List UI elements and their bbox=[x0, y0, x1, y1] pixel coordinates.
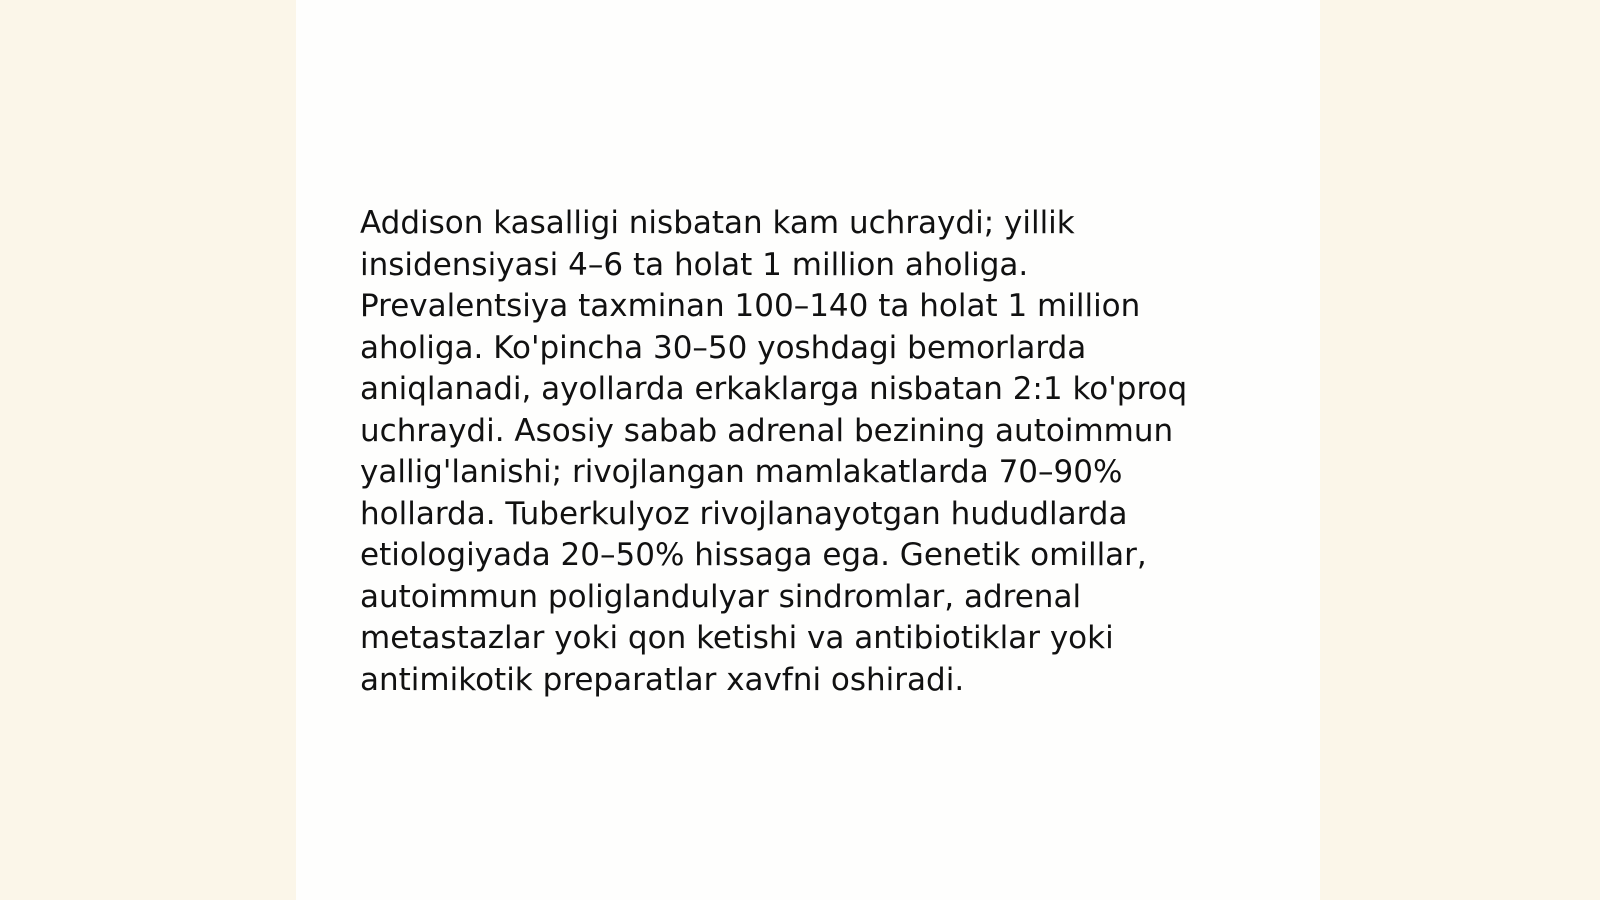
paragraph-line-7: yallig'lanishi; rivojlangan mamlakatlarda 70–90% bbox=[360, 454, 1123, 490]
paragraph-line-6: uchraydi. Asosiy sabab adrenal bezining autoimmun bbox=[360, 412, 1174, 449]
paragraph-line-2: insidensiyasi 4–6 ta holat 1 million aholiga. bbox=[360, 246, 1029, 283]
paragraph-line-5: aniqlanadi, ayollarda erkaklarga nisbatan 2:1 ko'proq bbox=[360, 371, 1188, 407]
paragraph-line-10: autoimmun poliglandulyar sindromlar, adrenal bbox=[360, 578, 1082, 615]
paragraph-line-11: metastazlar yoki qon ketishi va antibiotiklar yoki bbox=[360, 620, 1114, 656]
paragraph-line-9: etiologiyada 20–50% hissaga ega. Genetik omillar, bbox=[360, 537, 1147, 573]
paragraph-line-12: antimikotik preparatlar xavfni oshiradi. bbox=[360, 661, 965, 698]
paragraph-line-1: Addison kasalligi nisbatan kam uchraydi; yillik bbox=[360, 205, 1075, 241]
paragraph-line-3: Prevalentsiya taxminan 100–140 ta holat 1 million bbox=[360, 288, 1141, 324]
document-page bbox=[296, 0, 1320, 900]
paragraph-line-4: aholiga. Ko'pincha 30–50 yoshdagi bemorlarda bbox=[360, 329, 1087, 366]
body-paragraph bbox=[360, 203, 1260, 701]
paragraph-line-8: hollarda. Tuberkulyoz rivojlanayotgan hududlarda bbox=[360, 495, 1128, 532]
